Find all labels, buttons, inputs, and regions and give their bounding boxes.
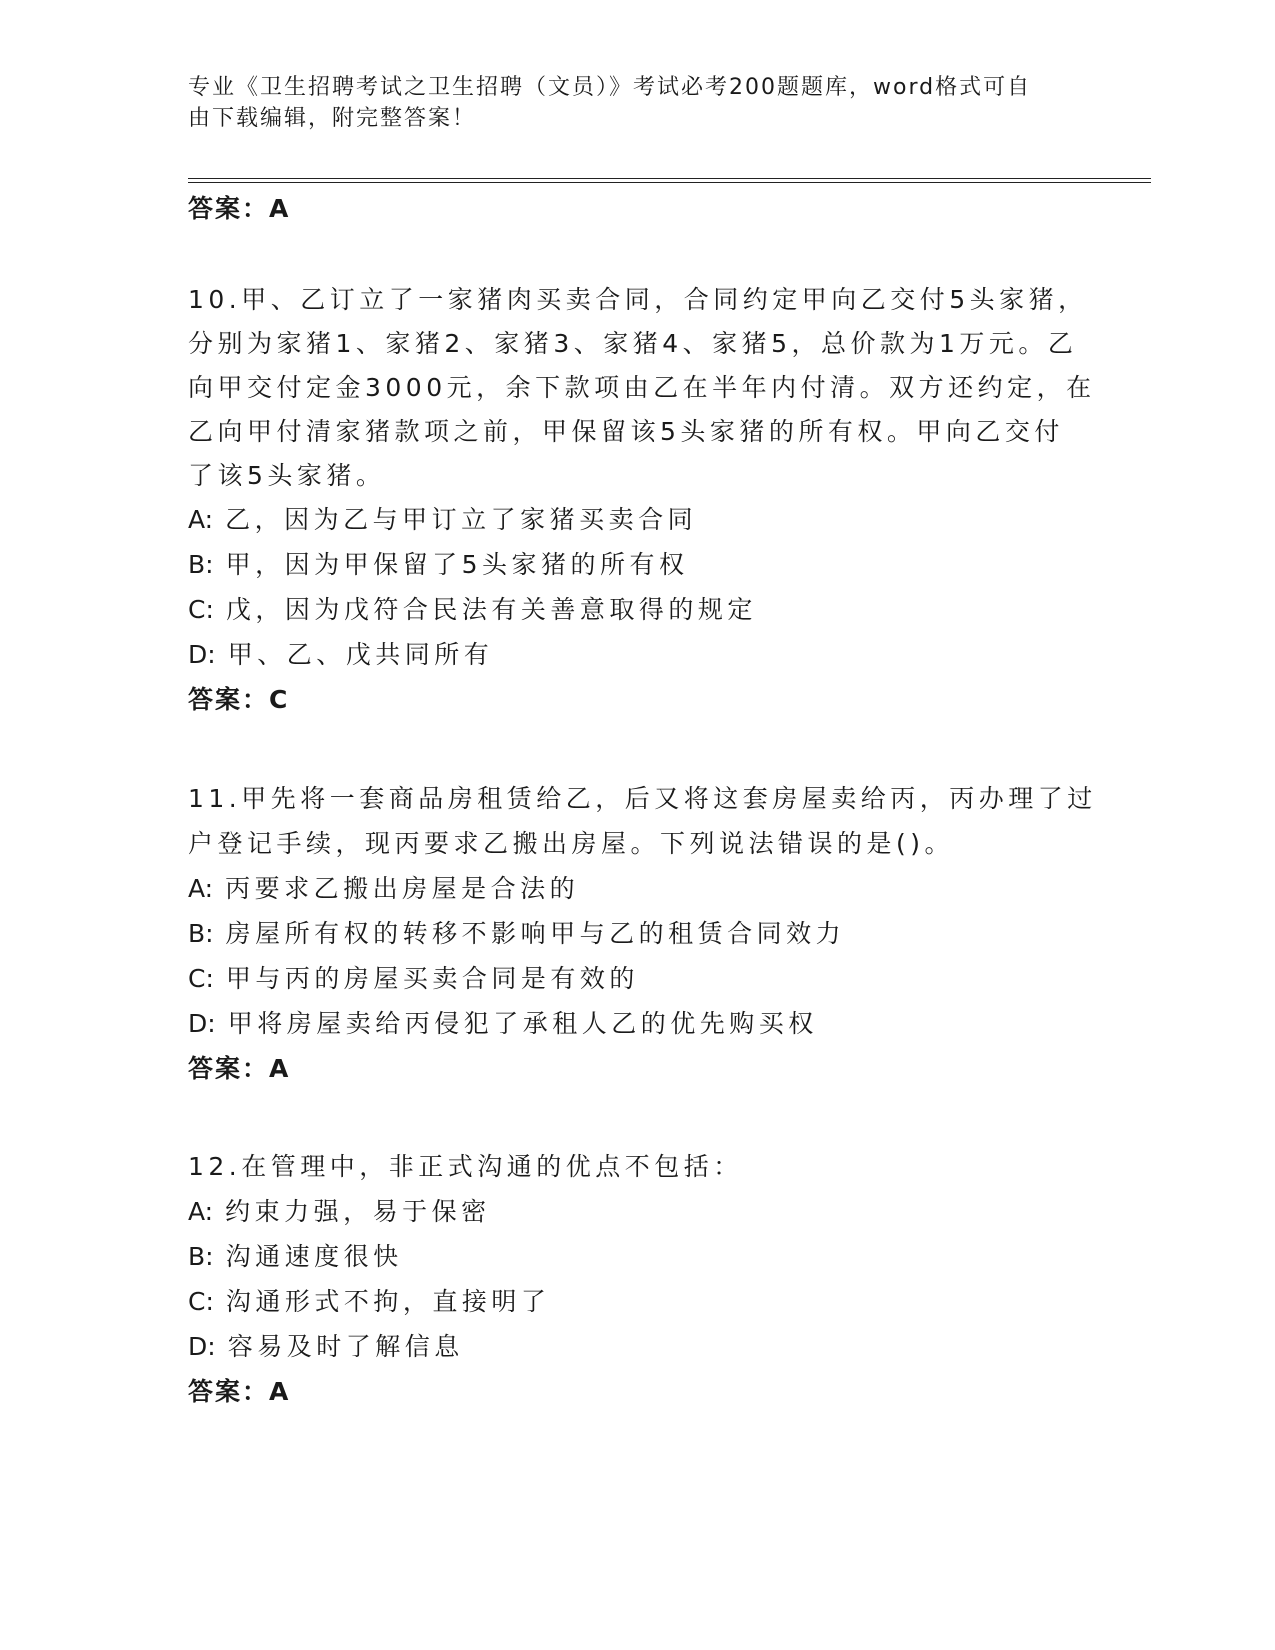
header-rule-top: [188, 178, 1151, 179]
q10-text-line: 分别为家猪1、家猪2、家猪3、家猪4、家猪5，总价款为1万元。乙: [188, 329, 1078, 358]
q10-option-b: [188, 548, 689, 582]
option-letter: C:: [188, 1287, 214, 1316]
q11-text-line: 户登记手续，现丙要求乙搬出房屋。下列说法错误的是()。: [188, 829, 955, 858]
q11-option-c: [188, 962, 639, 996]
header-rule-bottom: [188, 182, 1151, 183]
option-text: 丙要求乙搬出房屋是合法的: [225, 874, 580, 903]
option-text: 甲与丙的房屋买卖合同是有效的: [225, 964, 639, 993]
q11-option-d: [188, 1007, 818, 1041]
q11-answer: 答案：A: [188, 1054, 291, 1083]
option-letter: B:: [188, 1242, 214, 1271]
q12-answer: 答案：A: [188, 1377, 291, 1406]
option-text: 甲，因为甲保留了5头家猪的所有权: [225, 550, 689, 579]
option-text: 甲、乙、戊共同所有: [227, 640, 494, 669]
q10-text-line: 向甲交付定金3000元，余下款项由乙在半年内付清。双方还约定，在: [188, 373, 1096, 402]
option-text: 容易及时了解信息: [227, 1332, 464, 1361]
option-letter: A:: [188, 874, 214, 903]
option-letter: B:: [188, 550, 214, 579]
option-text: 沟通形式不拘，直接明了: [225, 1287, 551, 1316]
option-text: 甲将房屋卖给丙侵犯了承租人乙的优先购买权: [227, 1009, 818, 1038]
option-text: 房屋所有权的转移不影响甲与乙的租赁合同效力: [225, 919, 846, 948]
option-letter: C:: [188, 595, 214, 624]
q10-option-d: [188, 638, 493, 672]
option-letter: D:: [188, 640, 216, 669]
q10-option-c: [188, 593, 757, 627]
option-letter: D:: [188, 1009, 216, 1038]
q11-text-line: 11.甲先将一套商品房租赁给乙，后又将这套房屋卖给丙，丙办理了过: [188, 784, 1097, 813]
option-text: 沟通速度很快: [225, 1242, 403, 1271]
q10-text-line: 10.甲、乙订立了一家猪肉买卖合同，合同约定甲向乙交付5头家猪，: [188, 285, 1088, 314]
option-letter: B:: [188, 919, 214, 948]
option-letter: A:: [188, 505, 214, 534]
option-letter: D:: [188, 1332, 216, 1361]
q10-text-line: 乙向甲付清家猪款项之前，甲保留该5头家猪的所有权。甲向乙交付: [188, 417, 1064, 446]
q12-option-b: [188, 1240, 403, 1274]
option-text: 戊，因为戊符合民法有关善意取得的规定: [225, 595, 757, 624]
q11-option-b: [188, 917, 845, 951]
header-line-2: 由下载编辑，附完整答案！: [188, 106, 477, 131]
q12-option-d: [188, 1330, 464, 1364]
document-header: [188, 72, 1088, 134]
option-letter: A:: [188, 1197, 214, 1226]
q12-text-line: 12.在管理中，非正式沟通的优点不包括：: [188, 1152, 743, 1181]
q10-text-line: 了该5头家猪。: [188, 461, 386, 490]
option-text: 约束力强，易于保密: [225, 1197, 491, 1226]
q12-option-a: [188, 1195, 491, 1229]
header-line-1: 专业《卫生招聘考试之卫生招聘（文员）》考试必考200题题库，word格式可自: [188, 75, 1032, 100]
q10-answer: 答案：C: [188, 685, 290, 714]
q10-option-a: [188, 503, 697, 537]
prev-answer: 答案：A: [188, 194, 291, 223]
q12-option-c: [188, 1285, 550, 1319]
option-letter: C:: [188, 964, 214, 993]
option-text: 乙，因为乙与甲订立了家猪买卖合同: [225, 505, 698, 534]
q11-option-a: [188, 872, 579, 906]
